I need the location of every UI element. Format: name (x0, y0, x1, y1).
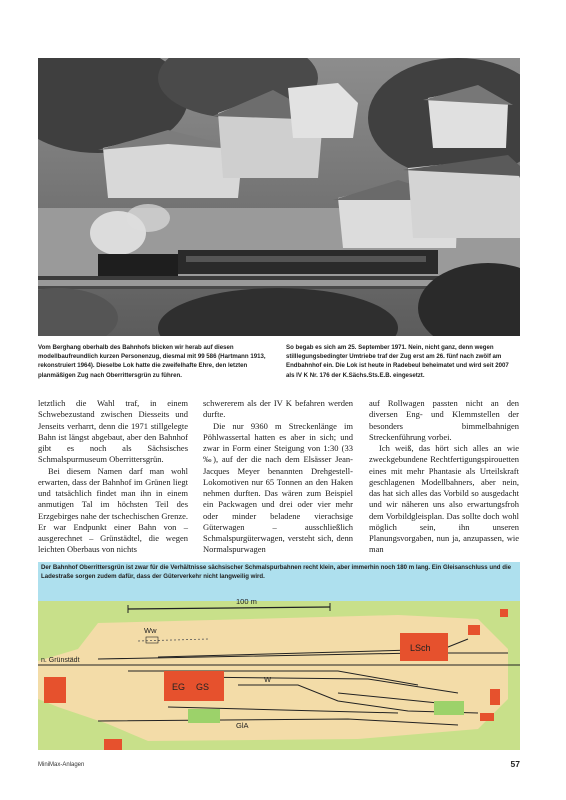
label-eg: EG (172, 682, 186, 692)
paragraph: Bei diesem Namen darf man wohl erwarten, dass der Bahnhof im Grünen liegt und tatsächlich findet man ihn in einem anmutigen Tal im höchsten Teil des Erzgebirges nahe der tschechischen Grenze. Er war Endpunkt einer Bahn von – ausgerechnet – Grünstädtel, die wegen leichten Oberbaus von nichts (38, 465, 188, 555)
page-number: 57 (510, 759, 520, 769)
paragraph: schwererem als der IV K befahren werden durfte. (203, 398, 353, 420)
photo-caption-left: Vom Berghang oberhalb des Bahnhofs blicken wir herab auf diesen modellbaufreundlich kurzen Personenzug, diesmal mit 99 586 (Hartmann 1913, rekonstruiert 1964). Dieselbe Lok hatte die zweifelhafte Ehre, den letzten planmäßigen Zug nach Oberrittersgrün zu führen. (38, 344, 266, 379)
paragraph: auf Rollwagen passten nicht an den diversen Eng- und Klemmstellen der besonders bimmelbahnigen Streckenführung vorbei. (369, 398, 519, 442)
label-w: W (264, 675, 272, 684)
paragraph: letztlich die Wahl traf, in einem Schwebezustand zwischen Diesseits und Jenseits verharrt, denn die 1971 stillgelegte Bahn ist längst abgebaut, aber den Bahnhof gibt es noch als Sächsisches Schmalspurmuseum Oberrittersgrün. (38, 398, 188, 465)
scale-label: 100 m (236, 597, 257, 606)
train-photo (38, 58, 520, 336)
text-column-3 (369, 398, 519, 556)
publication-name: MiniMax-Anlagen (38, 762, 85, 768)
track-plan-box (38, 562, 520, 750)
label-origin: n. Grünstädt (41, 657, 80, 664)
track-plan-diagram (38, 589, 520, 750)
label-gla: GlA (236, 721, 249, 730)
paragraph: Die nur 9360 m Streckenlänge im Pöhlwassertal hatten es aber in sich; und zwar in Form einer Steigung von 1:30 (33 ‰), auf der die nach dem Elsässer Jean-Jacques Meyer benannten Drehgestell-Lokomotiven nur 65 Tonnen an den Haken nehmen durften. Das wären zum Beispiel ein Packwagen und drei oder vier mehr oder minder beladene vierachsige Güterwagen – ausschließlich Schmalspurgüterwagen, versteht sich, denn Normalspurwagen (203, 420, 353, 555)
text-column-2 (203, 398, 353, 556)
paragraph: Ich weiß, das hört sich alles an wie zweckgebundene Rechtfertigungspirouetten eines mit mehr Phantasie als Urteilskraft geschlagenen Modellbahners, aber nein, das hat sich alles das Vorbild so ausgedacht und wir näheren uns also erwartungsfroh dem Vorbildgleisplan. Das sollte doch wohl möglich sein, ihn unseren Planungsvorgaben, nun ja, anzupassen, wie man (369, 443, 519, 555)
text-column-1 (38, 398, 188, 556)
label-gs: GS (196, 682, 210, 692)
label-ww: Ww (144, 626, 157, 635)
photo-caption-right: So begab es sich am 25. September 1971. Nein, nicht ganz, denn wegen stilllegungsbedingter Umtriebe traf der Zug erst am 26. fünf nach zwölf am Endbahnhof ein. Die Lok ist heute in Radebeul beheimatet und wird seit 2007 als IV K Nr. 176 der K.Sächs.Sts.E.B. eingesetzt. (286, 344, 509, 379)
label-lsch: LSch (410, 643, 431, 653)
track-plan-caption: Der Bahnhof Oberrittersgrün ist zwar für die Verhältnisse sächsischer Schmalspurbahnen recht klein, aber immerhin noch 180 m lang. Ein Gleisanschluss und die Ladestraße sorgen zudem dafür, dass der Güterverkehr nicht langweilig wird. (41, 564, 512, 580)
